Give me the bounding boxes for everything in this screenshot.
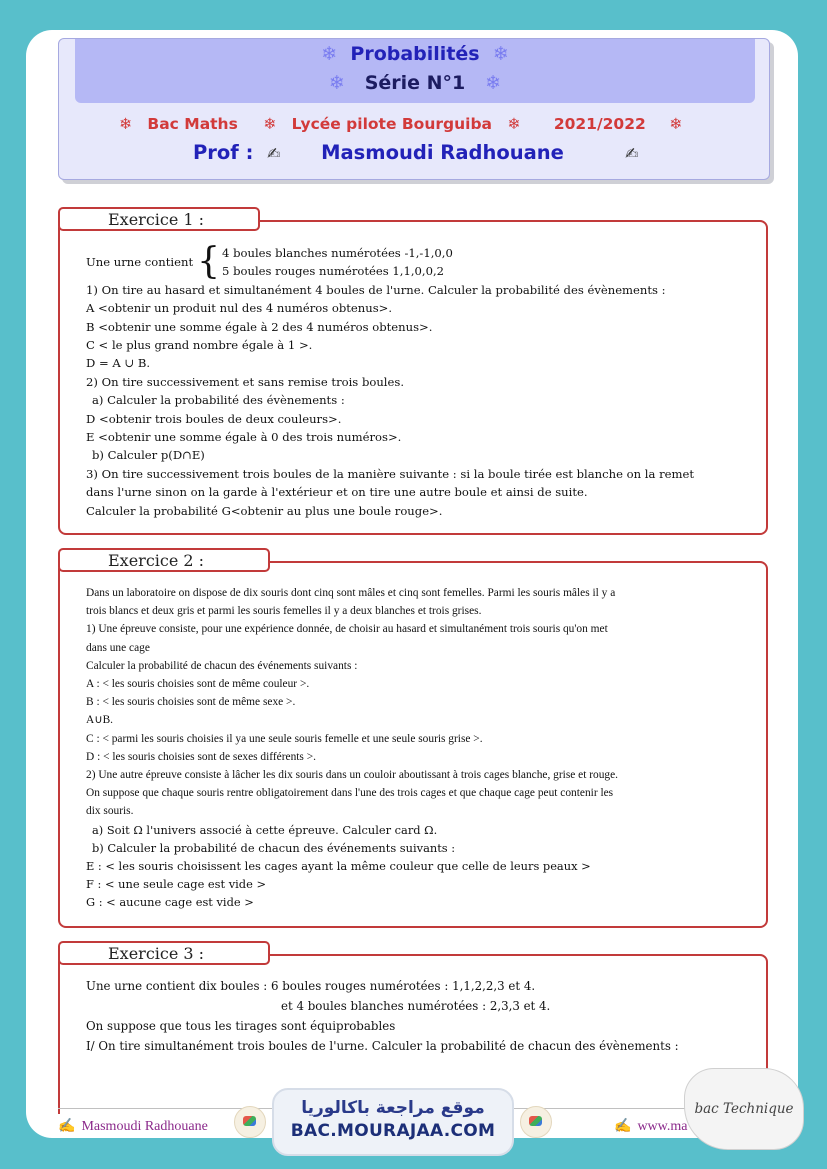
- snowflake-icon: ❄: [328, 72, 345, 94]
- year-label: 2021/2022: [553, 115, 646, 133]
- site-logo-icon: [520, 1106, 552, 1138]
- text-line: E <obtenir une somme égale à 0 des trois numéros>.: [86, 430, 402, 445]
- series-line: [75, 72, 755, 94]
- text-line: B <obtenir une somme égale à 2 des 4 numéros obtenus>.: [86, 319, 433, 334]
- text-line: 1) On tire au hasard et simultanément 4 boules de l'urne. Calculer la probabilité des évènements :: [86, 282, 666, 297]
- page-title: Probabilités: [350, 43, 480, 65]
- text-line: A∪B.: [86, 714, 114, 727]
- watermark-banner[interactable]: [272, 1088, 514, 1156]
- bac-technique-badge: bac Technique: [684, 1068, 804, 1150]
- text-line: B : < les souris choisies sont de même sexe >.: [86, 696, 296, 709]
- text-line: Une urne contient dix boules : 6 boules rouges numérotées : 1,1,2,2,3 et 4.: [86, 979, 536, 993]
- title-box: [75, 39, 755, 103]
- text-line: D = A ∪ B.: [86, 356, 151, 371]
- urn-description: [86, 241, 756, 283]
- text-line: a) Calculer la probabilité des évènements :: [92, 393, 345, 408]
- text-line: E : < les souris choisissent les cages ayant la même couleur que celle de leurs peaux >: [86, 859, 591, 874]
- text-line: I/ On tire simultanément trois boules de l'urne. Calculer la probabilité de chacun des évènements :: [86, 1039, 679, 1053]
- text-line: D : < les souris choisies sont de sexes différents >.: [86, 750, 316, 763]
- header-box: [58, 38, 770, 180]
- exercise-1-box: [58, 210, 768, 535]
- banner-arabic-text: موقع مراجعة باكالوريا: [301, 1098, 485, 1118]
- snowflake-icon: ❄: [119, 115, 132, 133]
- text-line: Calculer la probabilité de chacun des événements suivants :: [86, 659, 358, 672]
- footer-website: [614, 1118, 687, 1135]
- exercise-1-content: [86, 241, 756, 520]
- text-line: D <obtenir trois boules de deux couleurs>.: [86, 411, 342, 426]
- text-line: dix souris.: [86, 805, 134, 818]
- prof-line: [193, 141, 638, 164]
- text-line: G : < aucune cage est vide >: [86, 895, 254, 910]
- snowflake-icon: ❄: [485, 72, 502, 94]
- text-line: On suppose que tous les tirages sont équiprobables: [86, 1019, 396, 1033]
- text-line: dans une cage: [86, 641, 150, 654]
- text-line: 2) Une autre épreuve consiste à lâcher les dix souris dans un couloir aboutissant à trois cages blanche, grise et rouge.: [86, 769, 619, 782]
- pen-icon: ✍: [624, 144, 639, 163]
- text-line: dans l'urne sinon on la garde à l'extérieur et on tire une autre boule et ainsi de suite.: [86, 485, 588, 500]
- text-line: trois blancs et deux gris et parmi les souris femelles il y a deux blanches et trois grises.: [86, 605, 482, 618]
- exercise-1-title: Exercice 1 :: [58, 207, 260, 231]
- exercise-2-content: [86, 584, 756, 912]
- level-label: Bac Maths: [147, 115, 238, 133]
- text-line: C : < parmi les souris choisies il ya une seule souris femelle et une seule souris grise >.: [86, 732, 483, 745]
- text-line: F : < une seule cage est vide >: [86, 877, 266, 892]
- text-line: C < le plus grand nombre égale à 1 >.: [86, 338, 313, 353]
- text-line: Calculer la probabilité G<obtenir au plus une boule rouge>.: [86, 503, 443, 518]
- text-line: a) Soit Ω l'univers associé à cette épreuve. Calculer card Ω.: [92, 822, 438, 837]
- text-line: et 4 boules blanches numérotées : 2,3,3 et 4.: [86, 999, 551, 1013]
- snowflake-icon: ❄: [263, 115, 277, 133]
- text-line: On suppose que chaque souris rentre obligatoirement dans l'une des trois cages et que chaque cage peut contenir les: [86, 787, 614, 800]
- footer-author: [58, 1118, 208, 1135]
- snowflake-icon: ❄: [492, 43, 509, 65]
- text-line: A <obtenir un produit nul des 4 numéros obtenus>.: [86, 301, 393, 316]
- pen-icon: ✍: [266, 144, 281, 163]
- urn-line: 4 boules blanches numérotées -1,-1,0,0: [222, 246, 453, 260]
- prof-label: Prof :: [193, 141, 254, 164]
- series-label: Série N°1: [364, 72, 466, 94]
- text-line: b) Calculer p(D∩E): [92, 448, 205, 463]
- snowflake-icon: ❄: [669, 115, 683, 133]
- text-line: A : < les souris choisies sont de même couleur >.: [86, 678, 310, 691]
- exercise-2-box: [58, 551, 768, 928]
- snowflake-icon: ❄: [321, 43, 338, 65]
- text-line: 1) Une épreuve consiste, pour une expérience donnée, de choisir au hasard et simultanément trois souris qu'on met: [86, 623, 608, 636]
- banner-url: BAC.MOURAJAA.COM: [290, 1121, 496, 1141]
- urn-line: 5 boules rouges numérotées 1,1,0,0,2: [222, 264, 445, 279]
- footer-website-text[interactable]: www.ma: [637, 1119, 688, 1134]
- info-line: [119, 115, 692, 133]
- text-line: b) Calculer la probabilité de chacun des événements suivants :: [92, 840, 456, 855]
- snowflake-icon: ❄: [507, 115, 521, 133]
- exercise-2-title: Exercice 2 :: [58, 548, 270, 572]
- footer-author-name: Masmoudi Radhouane: [81, 1119, 208, 1134]
- pen-icon: ✍: [58, 1119, 76, 1134]
- text-line: 2) On tire successivement et sans remise trois boules.: [86, 374, 405, 389]
- brace-symbol: {: [197, 241, 221, 283]
- exercise-3-title: Exercice 3 :: [58, 941, 270, 965]
- site-logo-icon: [234, 1106, 266, 1138]
- school-label: Lycée pilote Bourguiba: [291, 115, 493, 133]
- document-page: [26, 30, 798, 1138]
- text-line: 3) On tire successivement trois boules de la manière suivante : si la boule tirée est blanche on la remet: [86, 466, 695, 481]
- prof-name: Masmoudi Radhouane: [321, 141, 564, 164]
- text-line: Dans un laboratoire on dispose de dix souris dont cinq sont mâles et cinq sont femelles. Parmi les souris mâles il y a: [86, 587, 616, 599]
- urn-intro: Une urne contient: [86, 255, 194, 270]
- exercise-3-content: [86, 976, 756, 1056]
- pen-icon: ✍: [614, 1119, 632, 1134]
- title-line: [75, 43, 755, 65]
